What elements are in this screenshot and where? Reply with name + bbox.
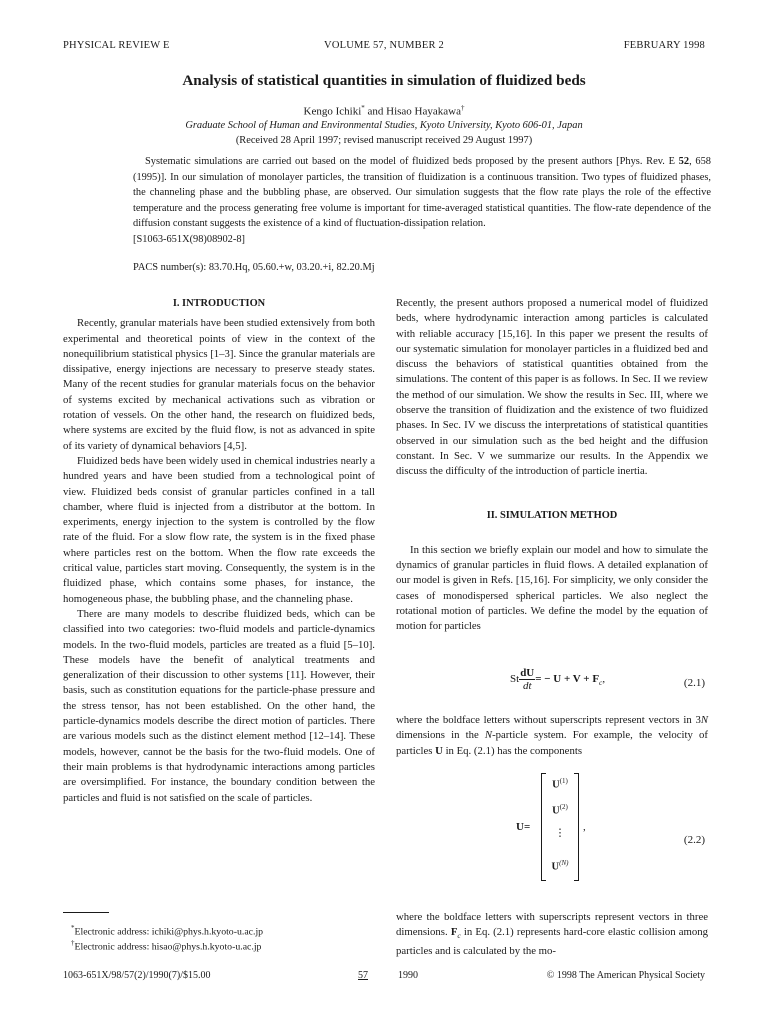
footnote-mark: * — [71, 924, 75, 932]
footnote-mark: * — [361, 104, 365, 112]
paragraph: Recently, the present authors proposed a numerical model of fluidized beds, where hydrodynamic interaction among particles is calculated with reliable accuracy [15,16]. In this paper we present the results of our systematic simulation for monolayer particles in a fluidized bed and discuss the behaviors of statistical quantities obtained from the simulations. The content of this paper is as follows. In Sec. II we review the method of our simulation. We show the results in Sec. III, where we observe the transition of fluidization and the existence of two fluidized phases. In Sec. IV we discuss the interpretations of statistical quantities observed in our simulation such as the bed height and the diffusion constant. In Sec. V we summarize our results. In the Appendix we discuss the difficulty of the introduction of particle inertia. — [396, 297, 708, 478]
text: -particle system. For example, the velocity of particles — [396, 729, 709, 757]
vector-component — [542, 803, 578, 817]
author-name: Kengo Ichiki — [303, 105, 362, 118]
stokes-number: St — [510, 673, 520, 686]
abstract — [133, 154, 711, 247]
component-symbol: U — [552, 779, 560, 791]
component-symbol: U — [552, 805, 560, 817]
text: dimensions in the — [396, 729, 485, 742]
publication-code: 1063-651X/98/57(2)/1990(7)/$15.00 — [63, 970, 211, 981]
footnote-text: Electronic address: ichiki@phys.h.kyoto-u.ac.jp — [74, 926, 264, 938]
footnote-mark: † — [71, 939, 75, 947]
footnote — [71, 939, 261, 952]
section-heading-introduction: I. INTRODUCTION — [172, 298, 266, 309]
right-column-mid — [396, 713, 708, 759]
affiliation: Graduate School of Human and Environmental Studies, Kyoto University, Kyoto 606-01, Japan — [185, 120, 583, 131]
paragraph — [396, 910, 708, 959]
equation-lhs: U= — [516, 821, 531, 833]
footnote-rule — [63, 912, 109, 913]
abstract-text-part: Systematic simulations are carried out based on the model of fluidized beds proposed by the present authors [Phys. Rev. E — [145, 156, 679, 167]
equation-number: (2.2) — [683, 834, 705, 846]
text: where the boldface letters without superscripts represent vectors in 3 — [396, 714, 701, 726]
subscript: c — [599, 678, 603, 688]
right-column-top — [396, 296, 708, 635]
fraction-denominator: dt — [522, 680, 532, 692]
component-index: (2) — [559, 803, 568, 811]
equation-punctuation: , — [583, 821, 586, 833]
right-column-bottom — [396, 910, 708, 959]
text: in Eq. (2.1) has the components — [442, 744, 583, 757]
equation-2-1 — [510, 667, 605, 692]
component-index: (1) — [559, 777, 568, 785]
component-index: (N) — [559, 859, 569, 867]
vector-component — [542, 859, 578, 873]
paper-title: Analysis of statistical quantities in simulation of fluidized beds — [182, 72, 586, 89]
symbol: N — [484, 729, 493, 742]
page-number: 1990 — [398, 970, 418, 981]
classification-code: [S1063-651X(98)08902-8] — [133, 233, 245, 245]
reference-volume: 52 — [678, 156, 690, 167]
symbol: N — [700, 714, 708, 726]
paragraph: There are many models to describe fluidized beds, which can be classified into two categories: two-fluid models and particle-dynamics models. In the two-fluid models, particles are treated as a fluid [5–10]. These models have the benefit of analytical treatments and generalization of their discussion to other systems [11]. However, their basis, such as constitution equations for the particle-phase pressure and the stress tensor, has not been established. On the other hand, the particle-dynamics models describe the direct motion of particles. There are various models such as the distinct element method [12–14]. These models, however, cannot be the basis for the two-fluid models. One of their main problems is that hydrodynamic interactions among particles are oversimplified. For instance, the boundary condition between the particles and fluid is not satisfied on the scale of particles. — [63, 607, 375, 804]
journal-name: PHYSICAL REVIEW E — [63, 40, 170, 51]
conjunction: and — [367, 105, 384, 118]
author-list — [0, 104, 768, 118]
fraction-numerator: dU — [520, 667, 535, 679]
text: in Eq. (2.1) represents hard-core elastic collision among particles and is calculated by the mo- — [396, 926, 708, 957]
paragraph: Fluidized beds have been widely used in chemical industries nearly a hundred years and have been studied from a technological point of view. Fluidized beds consist of granular particles confined in a tall chamber, where fluid is injected from a distributor at the bottom. In experiments, energy injection to the system is controlled by the flow rate of the fluid. For a slow flow rate, the system is in the fixed phase where particles rest on the bottom. When the flow rate exceeds the critical value, particles start moving. Consequently, the system is in the fluidized phase, which contains some phases, for instance, the homogeneous phase, the bubbling phase, and the channeling phase. — [63, 454, 375, 605]
symbol: U — [435, 744, 443, 757]
issue-date: FEBRUARY 1998 — [623, 40, 705, 51]
column-vector — [541, 773, 579, 881]
component-symbol: U — [551, 861, 560, 873]
section-heading-simulation-method: II. SIMULATION METHOD — [486, 509, 618, 521]
volume-footer: 57 — [358, 970, 368, 981]
abstract-text-part: , 658 (1995)]. In our simulation of monolayer particles, the transition of fluidization is a continuous transition. Two types of fluidized phases, the channeling phase and the bubbling phase, are observed. Our simulation suggests that the flow rate plays the role of the effective temperature and the process generating free volume is important for time-averaged statistical quantities. The flow-rate dependence of the diffusion constant suggests the existence of a kind of fluctuation-dissipation relation. — [133, 156, 711, 229]
abstract-text — [133, 154, 711, 232]
received-dates: (Received 28 April 1997; revised manuscript received 29 August 1997) — [235, 135, 533, 146]
symbol: F — [450, 926, 458, 939]
footnote-text: Electronic address: hisao@phys.h.kyoto-u.ac.jp — [74, 941, 262, 953]
copyright-notice: © 1998 The American Physical Society — [546, 970, 705, 981]
author-name: Hisao Hayakawa — [386, 105, 461, 118]
footnote — [71, 924, 263, 937]
text: where the boldface letters with superscripts represent vectors in three dimensions. — [396, 911, 708, 939]
subscript: c — [457, 931, 461, 941]
paragraph: In this section we briefly explain our model and how to simulate the dynamics of granular particles in fluid flows. A detailed explanation of our model is given in Refs. [15,16]. For simplicity, we only consider the cases of monodispersed spherical particles. We also neglect the rotational motion of particles. We define the model by the equation of motion for particles — [396, 543, 708, 633]
equation-rhs: = − U + V + F — [535, 673, 600, 686]
vector-component — [542, 777, 578, 791]
volume-number: VOLUME 57, NUMBER 2 — [324, 40, 444, 51]
time-derivative — [519, 667, 535, 692]
footnote-mark: † — [460, 104, 465, 112]
equation-number: (2.1) — [683, 677, 705, 689]
pacs-numbers: PACS number(s): 83.70.Hq, 05.60.+w, 03.20.+i, 82.20.Mj — [133, 262, 375, 273]
paragraph — [396, 713, 708, 759]
equation-punctuation: , — [602, 673, 606, 686]
left-column — [63, 296, 375, 806]
paragraph: Recently, granular materials have been studied extensively from both experimental and theoretical points of view in the context of the nonequilibrium statistical physics [1–3]. Since the granular materials are dissipative, energy injections are necessary to preserve steady states. Many of the recent studies for granular materials focus on the behavior of systems excited by mechanical activations such as vibration or rotation of vessels. On the other hand, the research on fluidized beds, where systems are excited by the fluid flow, is not as advanced in spite of its variety of dynamical behaviors [4,5]. — [63, 317, 375, 452]
vector-ellipsis: ⋮ — [554, 828, 566, 839]
